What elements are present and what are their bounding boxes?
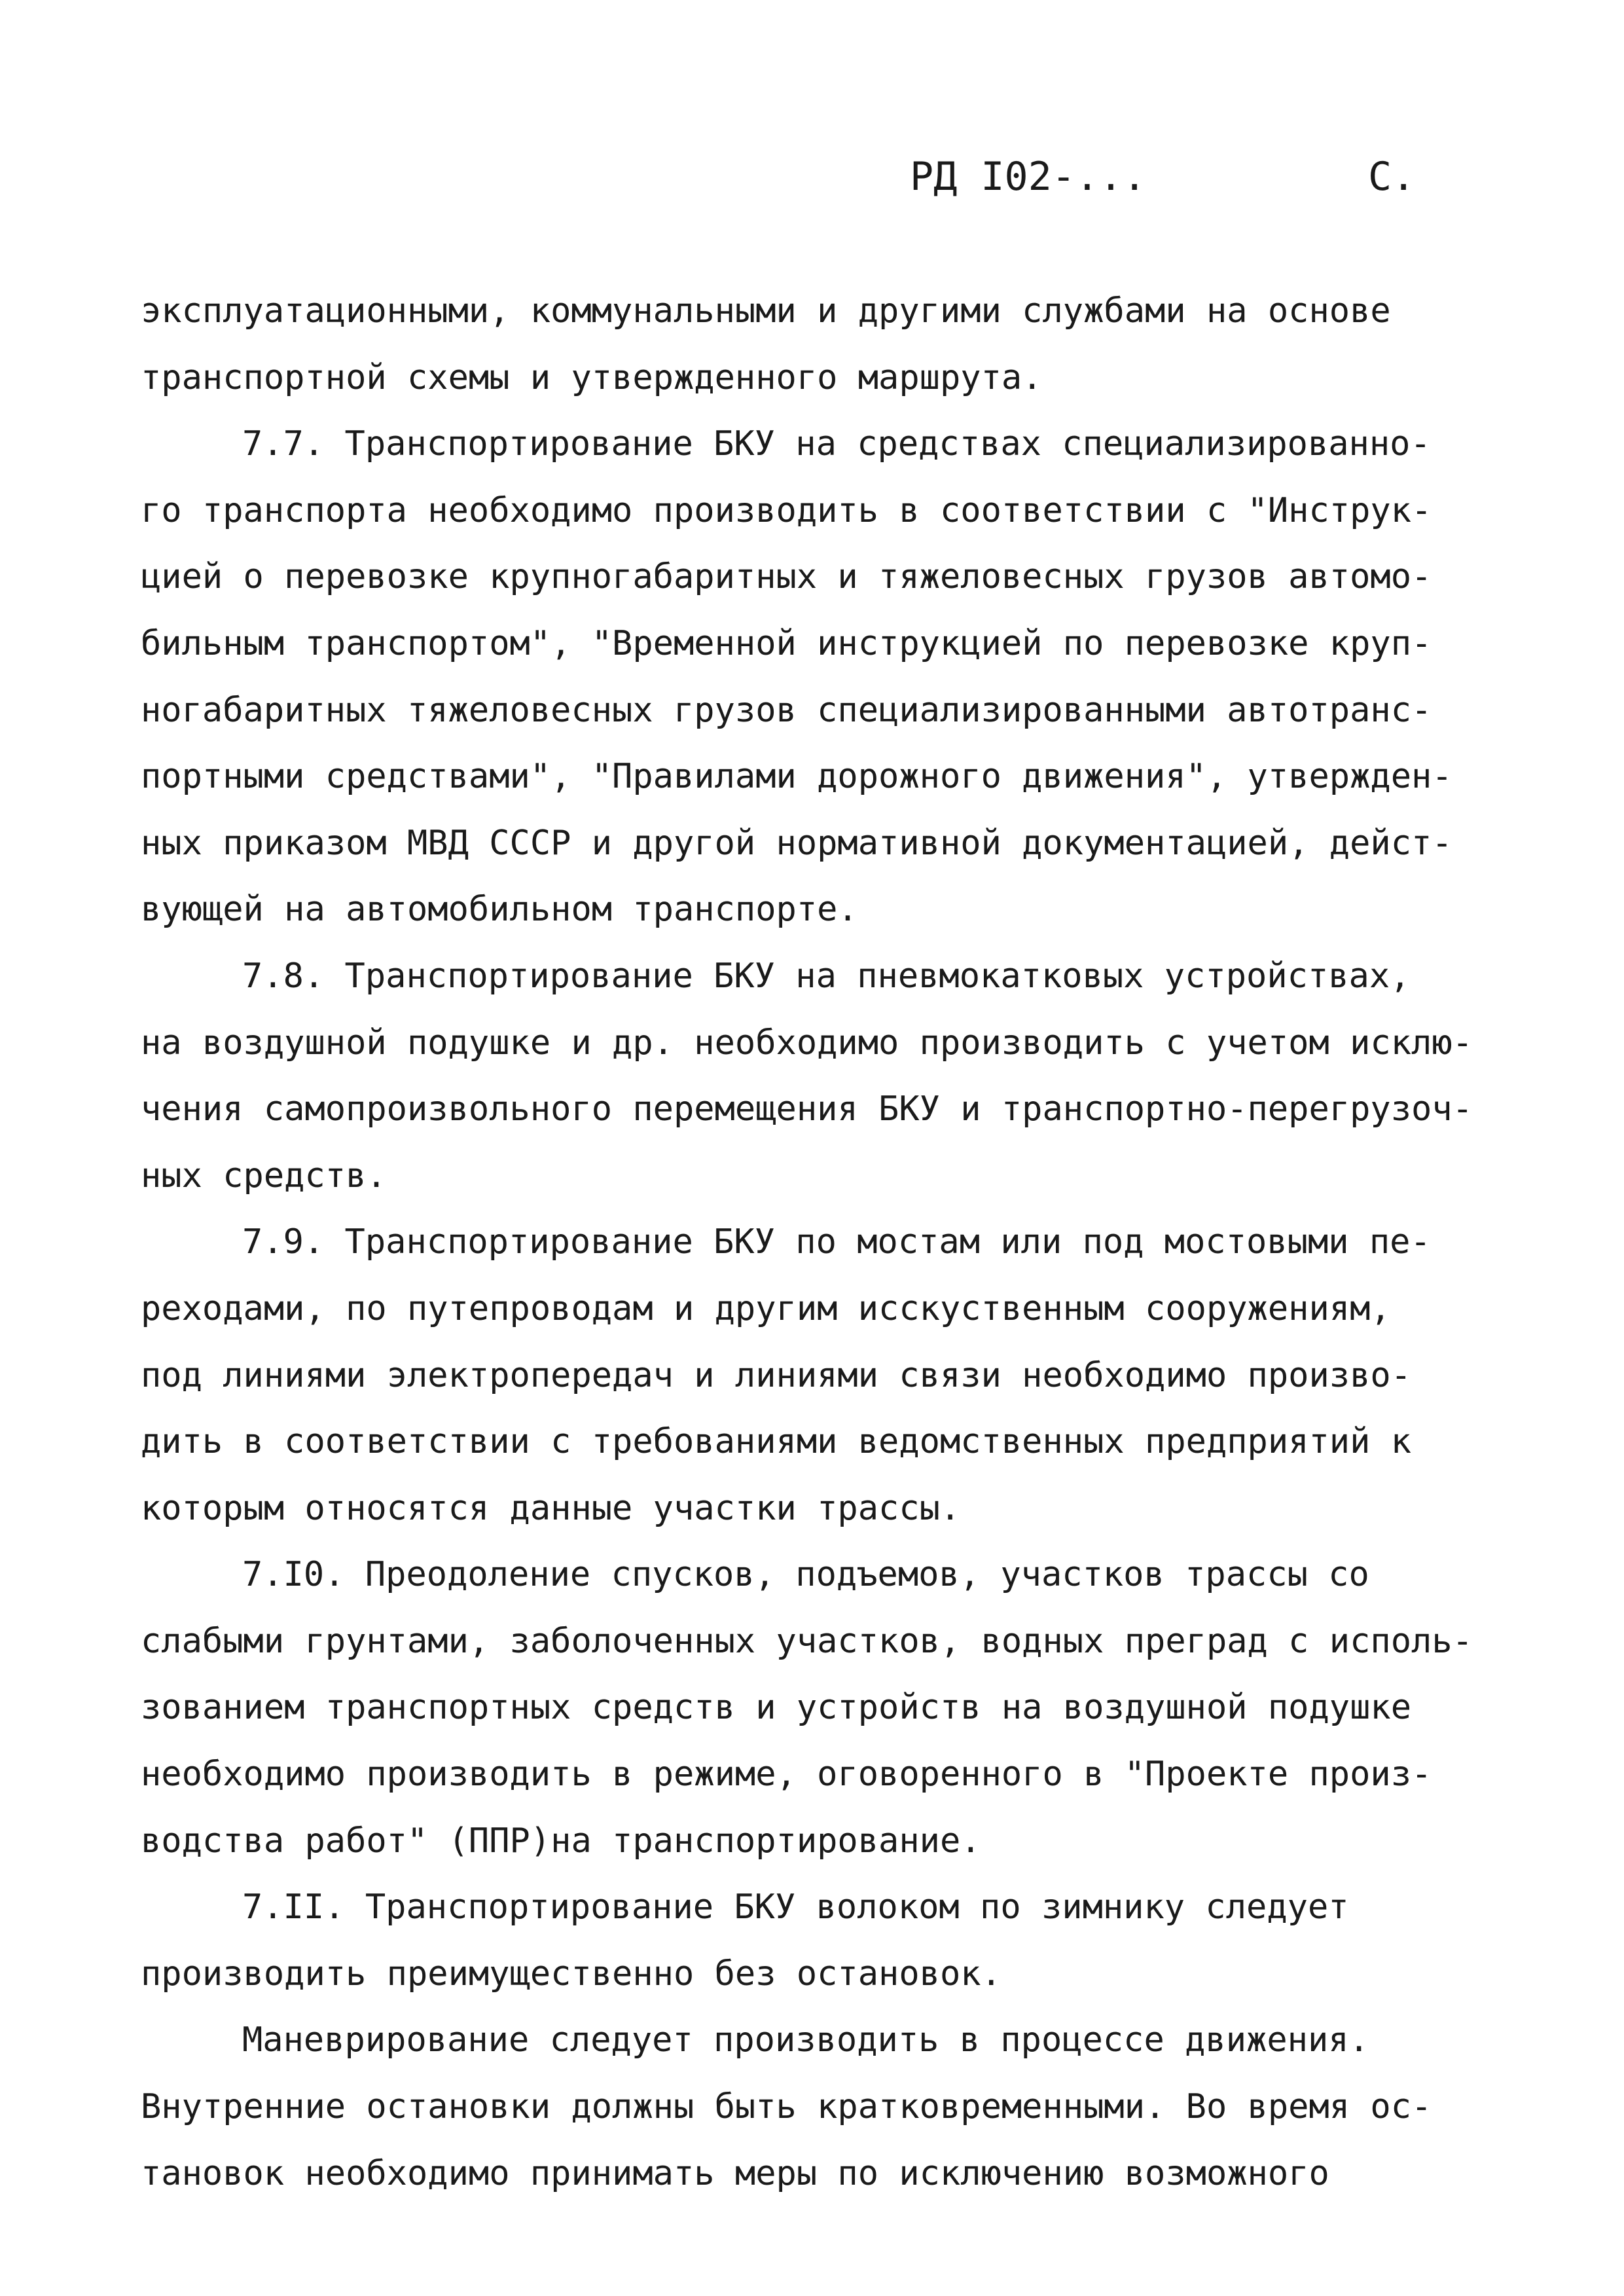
text-line: водства работ" (ППР)на транспортирование. — [141, 1821, 981, 1861]
text-line: 7.I0. Преодоление спусков, подъемов, участков трассы со — [242, 1555, 1369, 1595]
text-line: дить в соответствии с требованиями ведомственных предприятий к — [141, 1422, 1412, 1462]
text-line: чения самопроизвольного перемещения БКУ и транспортно-перегрузоч- — [141, 1089, 1473, 1129]
text-line: ных средств. — [141, 1156, 387, 1195]
text-line: ных приказом МВД СССР и другой нормативной документацией, дейст- — [141, 823, 1453, 863]
document-code: РД I02-... — [910, 154, 1147, 200]
page-header — [0, 147, 1624, 206]
text-line: го транспорта необходимо производить в соответствии с "Инструк- — [141, 490, 1432, 530]
text-line: Внутренние остановки должны быть кратковременными. Во время ос- — [141, 2087, 1432, 2127]
text-line: слабыми грунтами, заболоченных участков, водных преград с исполь- — [141, 1621, 1473, 1661]
text-line: 7.9. Транспортирование БКУ по мостам или под мостовыми пе- — [242, 1222, 1431, 1262]
text-line: которым относятся данные участки трассы. — [141, 1488, 961, 1528]
text-line: бильным транспортом", "Временной инструкцией по перевозке круп- — [141, 623, 1432, 663]
text-line: Маневрирование следует производить в процессе движения. — [242, 2020, 1369, 2060]
text-line: цией о перевозке крупногабаритных и тяжеловесных грузов автомо- — [141, 557, 1432, 597]
text-line: необходимо производить в режиме, оговоренного в "Проекте произ- — [141, 1755, 1432, 1795]
text-line: под линиями электропередач и линиями связи необходимо произво- — [141, 1355, 1412, 1395]
text-line: транспортной схемы и утвержденного маршрута. — [141, 357, 1043, 397]
text-line: тановок необходимо принимать меры по исключению возможного — [141, 2153, 1329, 2193]
document-body — [141, 278, 1479, 2207]
text-line: вующей на автомобильном транспорте. — [141, 890, 858, 930]
text-line: 7.8. Транспортирование БКУ на пневмокатковых устройствах, — [242, 956, 1411, 996]
text-line: ногабаритных тяжеловесных грузов специализированными автотранс- — [141, 690, 1432, 730]
text-line: производить преимущественно без остановок. — [141, 1954, 1001, 1994]
text-line: реходами, по путепроводам и другим исскуственным сооружениям, — [141, 1288, 1391, 1328]
text-line: на воздушной подушке и др. необходимо производить с учетом исклю- — [141, 1023, 1473, 1063]
text-line: 7.II. Транспортирование БКУ волоком по зимнику следует — [242, 1887, 1349, 1927]
text-line: 7.7. Транспортирование БКУ на средствах специализированно- — [242, 424, 1431, 464]
text-line: зованием транспортных средств и устройств на воздушной подушке — [141, 1688, 1412, 1728]
text-line: портными средствами", "Правилами дорожного движения", утвержден- — [141, 757, 1453, 797]
text-line: эксплуатационными, коммунальными и другими службами на основе — [141, 291, 1391, 331]
page-number-label: С. — [1368, 154, 1416, 200]
